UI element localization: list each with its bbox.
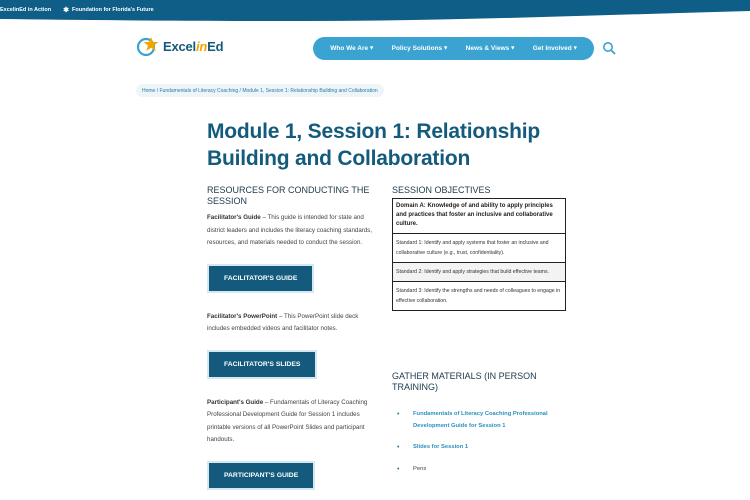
- resources-heading: RESOURCES FOR CONDUCTING THE SESSION: [207, 185, 370, 206]
- nav-item-label: Policy Solutions: [391, 45, 443, 52]
- objectives-heading: SESSION OBJECTIVES: [392, 185, 491, 195]
- resource-description: [207, 212, 375, 250]
- resources-section: [207, 185, 375, 500]
- nav-item-who-we-are[interactable]: [330, 45, 373, 52]
- objectives-table: [392, 198, 566, 311]
- logo-wordmark: [163, 39, 223, 54]
- chevron-down-icon: ▾: [511, 45, 515, 52]
- logo-text-ed: Ed: [207, 38, 224, 54]
- main-nav: [313, 37, 594, 60]
- list-item: [392, 409, 566, 432]
- participants-guide-button[interactable]: PARTICIPANT'S GUIDE: [207, 461, 315, 490]
- site-logo[interactable]: [136, 36, 223, 56]
- resource-description: [207, 311, 375, 336]
- list-item: [392, 442, 566, 454]
- logo-star-icon: [136, 36, 160, 56]
- search-icon[interactable]: [602, 41, 616, 55]
- material-item-pens: Pens: [413, 465, 427, 472]
- logo-text-in: in: [195, 38, 208, 54]
- resource-desc-text: – This guide is intended for state and district leaders and includes the literacy coaching standards, resources, and materials needed to conduct the session.: [207, 214, 373, 246]
- nav-item-label: News & Views: [465, 45, 510, 52]
- gather-materials-section: [392, 371, 566, 485]
- topbar-link-foundation[interactable]: [63, 6, 154, 14]
- chevron-down-icon: ▾: [573, 45, 577, 52]
- objectives-standard-row: Standard 3: Identify the strengths and needs of colleagues to engage in effective collaboration.: [393, 281, 565, 310]
- objectives-standard-row: Standard 1: Identify and apply systems that foster an inclusive and collaborative culture (e.g., trust, confidentiality).: [393, 233, 565, 262]
- facilitators-guide-button[interactable]: FACILITATOR'S GUIDE: [207, 264, 314, 293]
- objectives-domain-row: Domain A: Knowledge of and ability to apply principles and practices that foster an inclusive and collaborative culture.: [396, 203, 553, 227]
- resource-desc-text: – Fundamentals of Literacy Coaching Professional Development Guide for Session 1 includes printable versions of all PowerPoint Slides and participant handouts.: [207, 398, 368, 443]
- gather-materials-heading: GATHER MATERIALS (IN PERSON TRAINING): [392, 371, 537, 392]
- top-utility-bar: [0, 0, 750, 26]
- topbar-link-label: Foundation for Florida's Future: [72, 7, 154, 13]
- star-icon: ✱: [63, 7, 70, 14]
- nav-item-label: Get Involved: [532, 45, 572, 52]
- logo-text-excel: Excel: [163, 38, 196, 54]
- page-title: Module 1, Session 1: Relationship Building and Collaboration: [207, 120, 540, 170]
- chevron-down-icon: ▾: [370, 45, 374, 52]
- facilitators-slides-button[interactable]: FACILITATOR'S SLIDES: [207, 350, 317, 379]
- nav-item-get-involved[interactable]: [533, 45, 577, 52]
- chevron-down-icon: ▾: [444, 45, 448, 52]
- objectives-section: [392, 185, 566, 311]
- topbar-link-in-action[interactable]: [0, 6, 51, 14]
- topbar-links: [0, 6, 154, 14]
- resource-name: Facilitator's Guide: [207, 214, 261, 221]
- material-link-slides[interactable]: Slides for Session 1: [413, 444, 469, 450]
- nav-item-policy-solutions[interactable]: [392, 45, 448, 52]
- material-link-guide[interactable]: Fundamentals of Literacy Coaching Professional Development Guide for Session 1: [413, 411, 548, 429]
- nav-item-news-views[interactable]: [466, 45, 515, 52]
- resource-description: [207, 397, 375, 447]
- resource-name: Facilitator's PowerPoint: [207, 312, 278, 320]
- resource-desc-text: – This PowerPoint slide deck includes embedded videos and facilitator notes.: [207, 312, 359, 332]
- nav-item-label: Who We Are: [330, 45, 369, 52]
- topbar-link-label: ExcelinEd in Action: [0, 7, 52, 13]
- list-item: [392, 464, 566, 476]
- objectives-standard-row: Standard 2: Identify and apply strategies that build effective teams.: [393, 262, 565, 281]
- resource-name: Participant's Guide: [207, 398, 264, 406]
- materials-list: [392, 409, 566, 475]
- breadcrumb[interactable]: Home / Fundamentals of Literacy Coaching / Module 1, Session 1: Relationship Building and Collaboration: [136, 84, 384, 97]
